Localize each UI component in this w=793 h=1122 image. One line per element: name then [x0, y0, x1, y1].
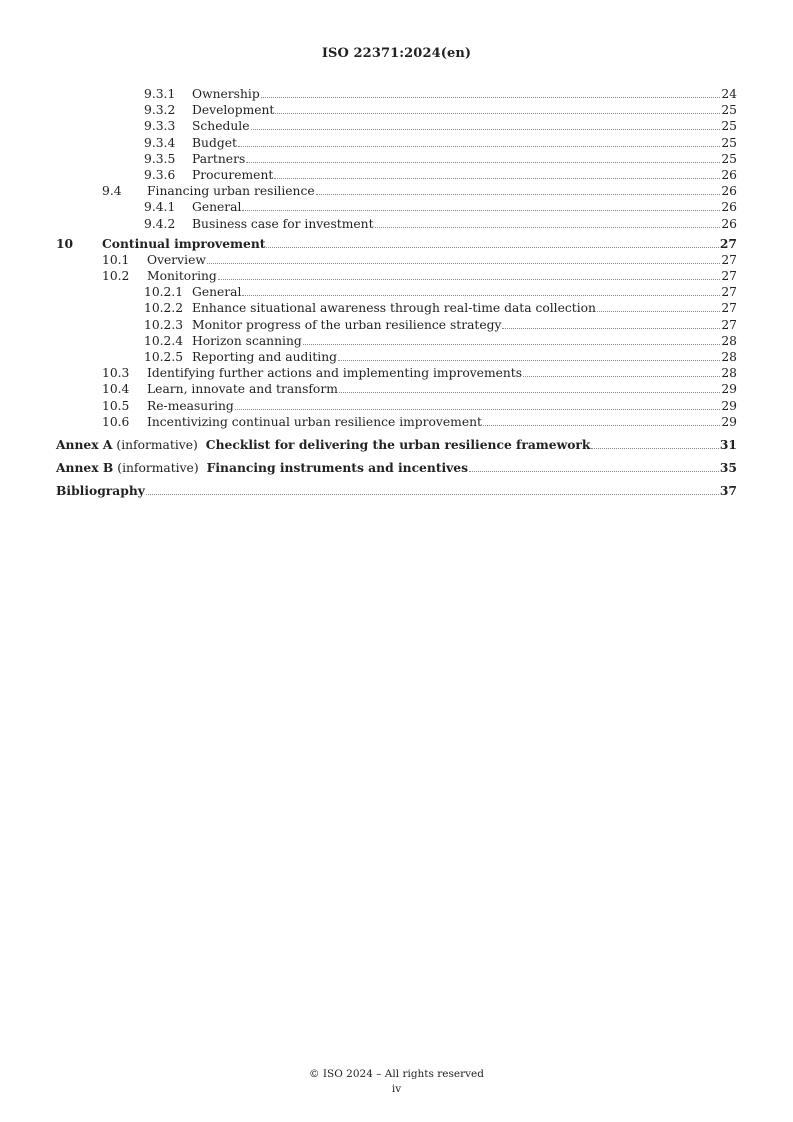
- toc-number: 9.3.6: [144, 167, 176, 182]
- toc-title: Ownership: [192, 87, 260, 101]
- toc-page: 27: [721, 301, 737, 316]
- toc-page: 25: [721, 135, 737, 150]
- copyright-notice: © ISO 2024 – All rights reserved: [309, 1068, 484, 1080]
- table-of-contents: [56, 86, 737, 500]
- toc-page: 28: [721, 366, 737, 381]
- toc-leader: [597, 310, 720, 312]
- toc-page: 29: [721, 398, 737, 413]
- toc-page: 31: [719, 436, 737, 452]
- toc-leader: [146, 493, 719, 495]
- toc-entry-bibliography[interactable]: [56, 483, 737, 499]
- toc-entry-9-3-5[interactable]: [56, 151, 737, 167]
- toc-leader: [266, 246, 718, 248]
- toc-title: Reporting and auditing: [192, 350, 338, 364]
- toc-leader: [338, 359, 720, 361]
- toc-leader: [238, 145, 720, 147]
- toc-page: 28: [721, 333, 737, 348]
- toc-page: 29: [721, 382, 737, 397]
- toc-page: 29: [721, 414, 737, 429]
- toc-leader: [251, 128, 721, 130]
- toc-entry-9-4-2[interactable]: [56, 216, 737, 232]
- toc-title: Monitor progress of the urban resilience strategy: [192, 317, 502, 332]
- document-header: ISO 22371:2024(en): [321, 46, 472, 61]
- toc-title: Procurement: [192, 167, 274, 182]
- page-number: iv: [391, 1083, 402, 1095]
- toc-page: 26: [721, 184, 737, 199]
- toc-title: Enhance situational awareness through real-time data collection: [192, 301, 596, 316]
- toc-leader: [523, 375, 720, 377]
- toc-entry-10-2-5[interactable]: [56, 349, 737, 365]
- annex-type: (informative): [116, 437, 198, 452]
- toc-number: 10.2: [102, 269, 130, 284]
- toc-leader: [375, 226, 721, 228]
- toc-entry-10-3[interactable]: [56, 365, 737, 381]
- toc-number: 9.4.2: [144, 216, 176, 231]
- toc-number: 10.1: [102, 252, 130, 267]
- toc-entry-10-2-1[interactable]: [56, 284, 737, 300]
- toc-page: 25: [721, 103, 737, 118]
- toc-title: Overview: [147, 252, 206, 267]
- toc-number: 9.3.1: [144, 87, 176, 101]
- toc-leader: [218, 278, 721, 280]
- toc-leader: [469, 470, 719, 472]
- toc-number: 9.3.5: [144, 151, 176, 166]
- toc-leader: [207, 262, 720, 264]
- annex-label: Annex A: [56, 436, 113, 452]
- toc-entry-10-2-2[interactable]: [56, 300, 737, 316]
- toc-number: 10.5: [102, 398, 130, 413]
- toc-entry-annex-a[interactable]: [56, 437, 737, 453]
- toc-number: 9.3.2: [144, 103, 176, 118]
- toc-title: General: [192, 285, 242, 300]
- toc-leader: [275, 112, 720, 114]
- toc-leader: [274, 177, 720, 179]
- toc-leader: [339, 391, 720, 393]
- toc-entry-10-1[interactable]: [56, 252, 737, 268]
- toc-number: 10.2.5: [144, 350, 184, 364]
- toc-number: 10.6: [102, 414, 130, 429]
- page-footer: [0, 1067, 793, 1097]
- toc-leader: [261, 96, 721, 98]
- toc-number: 9.3.4: [144, 135, 176, 150]
- toc-title: Development: [192, 103, 275, 118]
- toc-page: 27: [721, 252, 737, 267]
- toc-entry-10-2[interactable]: [56, 268, 737, 284]
- toc-title: Checklist for delivering the urban resilience framework: [205, 436, 591, 452]
- toc-entry-10[interactable]: [56, 236, 737, 252]
- toc-number: 9.4.1: [144, 200, 176, 215]
- toc-entry-9-4[interactable]: [56, 183, 737, 199]
- toc-leader: [242, 294, 720, 296]
- toc-title: Schedule: [192, 119, 250, 134]
- toc-page: 27: [721, 285, 737, 300]
- toc-number: 10.2.2: [144, 301, 184, 316]
- toc-title: Learn, innovate and transform: [147, 382, 338, 397]
- toc-page: 27: [721, 317, 737, 332]
- toc-entry-9-3-3[interactable]: [56, 118, 737, 134]
- annex-label: Annex B: [56, 460, 114, 476]
- toc-page: 35: [719, 460, 737, 476]
- toc-title: General: [192, 200, 242, 215]
- toc-page: 26: [721, 200, 737, 215]
- toc-entry-10-5[interactable]: [56, 398, 737, 414]
- toc-leader: [483, 424, 720, 426]
- toc-number: 10.2.4: [144, 333, 184, 348]
- toc-page: 26: [721, 216, 737, 231]
- toc-number: 9.3.3: [144, 119, 176, 134]
- toc-entry-9-3-1[interactable]: [56, 86, 737, 102]
- toc-entry-9-3-4[interactable]: [56, 135, 737, 151]
- toc-leader: [502, 327, 720, 329]
- toc-page: 27: [721, 269, 737, 284]
- toc-leader: [235, 408, 721, 410]
- toc-title: Budget: [192, 135, 237, 150]
- toc-number: 10.2.1: [144, 285, 184, 300]
- annex-type: (informative): [117, 461, 199, 476]
- toc-title: Incentivizing continual urban resilience improvement: [147, 414, 482, 429]
- toc-title: Re-measuring: [147, 398, 234, 413]
- toc-entry-9-4-1[interactable]: [56, 199, 737, 215]
- toc-title: Business case for investment: [192, 216, 374, 231]
- toc-leader: [303, 343, 721, 345]
- toc-page: 27: [719, 235, 737, 251]
- toc-title: Partners: [192, 151, 246, 166]
- toc-number: 10.2.3: [144, 317, 184, 332]
- toc-entry-9-3-6[interactable]: [56, 167, 737, 183]
- toc-entry-9-3-2[interactable]: [56, 102, 737, 118]
- toc-page: 37: [719, 483, 737, 499]
- toc-title: Financing urban resilience: [147, 184, 315, 199]
- toc-title: Bibliography: [56, 483, 145, 499]
- toc-number: 10: [56, 235, 74, 251]
- toc-page: 24: [721, 87, 737, 101]
- toc-page: 26: [721, 167, 737, 182]
- toc-page: 25: [721, 119, 737, 134]
- toc-entry-annex-b[interactable]: [56, 460, 737, 476]
- toc-title: Financing instruments and incentives: [206, 460, 469, 476]
- toc-page: 28: [721, 350, 737, 364]
- toc-leader: [246, 161, 720, 163]
- toc-leader: [316, 193, 721, 195]
- toc-title: Continual improvement: [102, 235, 266, 251]
- toc-entry-10-2-3[interactable]: [56, 317, 737, 333]
- toc-title: Identifying further actions and implementing improvements: [147, 366, 523, 381]
- toc-title: Horizon scanning: [192, 333, 302, 348]
- toc-entry-10-2-4[interactable]: [56, 333, 737, 349]
- toc-entry-10-6[interactable]: [56, 414, 737, 430]
- toc-number: 10.3: [102, 366, 130, 381]
- toc-number: 10.4: [102, 382, 130, 397]
- toc-entry-10-4[interactable]: [56, 381, 737, 397]
- toc-leader: [591, 447, 718, 449]
- toc-title: Monitoring: [147, 269, 217, 284]
- toc-number: 9.4: [102, 184, 122, 199]
- toc-page: 25: [721, 151, 737, 166]
- toc-leader: [242, 209, 720, 211]
